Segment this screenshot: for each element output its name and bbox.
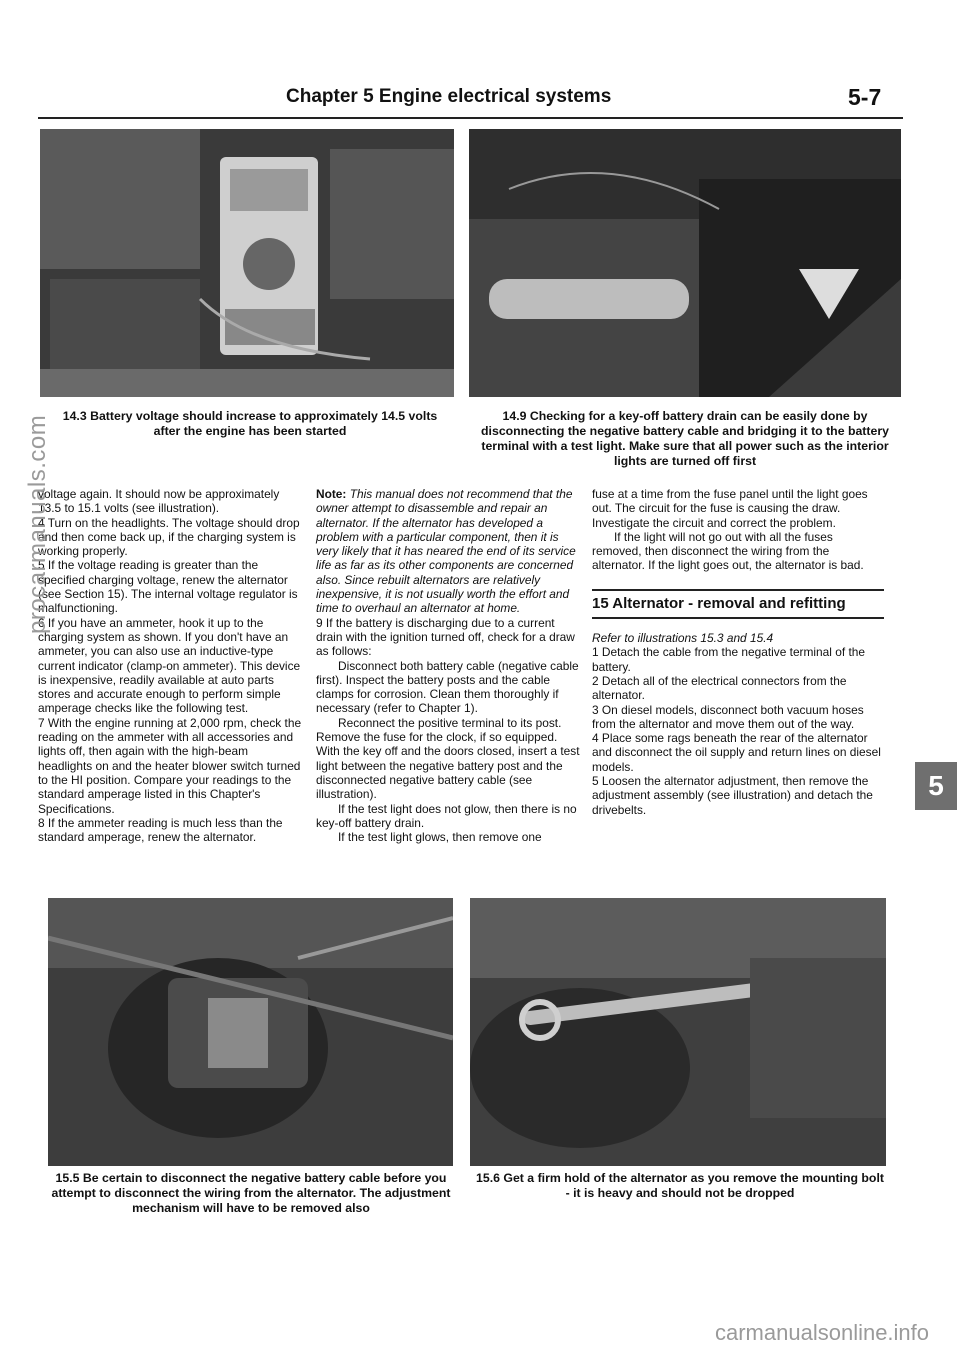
paragraph: 7 With the engine running at 2,000 rpm, check the reading on the ammeter with all accessories and lights off, then again with the high-beam headlights on and the heater blower switch turned to the HI position. Compare your readings to the standard amperage listed in this Chapter's Specifications.: [38, 715, 302, 816]
paragraph: 6 If you have an ammeter, hook it up to the charging system as shown. If you don't have an ammeter, you can also use an inductive-type current indicator (clamp-on ammeter). This device is inexpensive, readily available at auto parts stores and accurate enough to perform simple amperage checks like the following test.: [38, 615, 301, 716]
paragraph: Disconnect both battery cable (negative cable first). Inspect the battery posts and the cable clamps for corrosion. Clean them thoroughly if necessary (refer to Chapter 1).: [316, 658, 579, 716]
photo-alternator-bolt: [470, 898, 886, 1166]
photo-multimeter: [40, 129, 454, 397]
paragraph: 3 On diesel models, disconnect both vacuum hoses from the alternator and move them out of the way.: [592, 702, 864, 731]
caption-15-5: 15.5 Be certain to disconnect the negative battery cable before you attempt to disconnect the wiring from the alternator. The adjustment mechanism will have to be removed also: [51, 1171, 451, 1215]
caption-14-3: 14.3 Battery voltage should increase to approximately 14.5 volts after the engine has been started: [62, 409, 438, 438]
paragraph: 8 If the ammeter reading is much less than the standard amperage, renew the alternator.: [38, 815, 283, 845]
note-paragraph: [316, 487, 580, 616]
paragraph: 5 If the voltage reading is greater than the specified charging voltage, renew the alternator (see Section 15). The internal voltage regulator is malfunctioning.: [38, 558, 298, 616]
section-heading: 15 Alternator - removal and refitting: [592, 594, 846, 612]
note-label: Note:: [316, 487, 347, 501]
paragraph: fuse at a time from the fuse panel until the light goes out. The circuit for the fuse is causing the draw. Investigate the circuit and correct the problem.: [592, 487, 868, 530]
watermark-bottom: carmanualsonline.info: [715, 1320, 930, 1345]
photo-alternator-wiring-image: [48, 898, 453, 1166]
paragraph: Reconnect the positive terminal to its post. Remove the fuse for the clock, if so equipped. With the key off and the doors closed, insert a test light between the negative battery post and the disconnected negative battery cable (see illustration).: [316, 715, 580, 802]
text-column-2: [316, 487, 580, 844]
watermark-left: procarmanuals.com: [24, 414, 51, 634]
text-column-3: [592, 487, 884, 817]
chapter-tab: 5: [915, 762, 957, 810]
paragraph: If the test light glows, then remove one: [338, 830, 542, 845]
paragraph: voltage again. It should now be approximately 13.5 to 15.1 volts (see illustration).: [38, 487, 280, 516]
paragraph: 4 Place some rags beneath the rear of the alternator and disconnect the oil supply and return lines on diesel models.: [592, 731, 881, 774]
paragraph: 9 If the battery is discharging due to a current drain with the ignition turned off, check for a draw as follows:: [316, 615, 575, 659]
paragraph: 4 Turn on the headlights. The voltage should drop and then come back up, if the charging system is working properly.: [38, 515, 300, 559]
photo-test-light: [469, 129, 901, 397]
paragraph: If the light will not go out with all the fuses removed, then disconnect the wiring from the alternator. If the light goes out, the alternator is bad.: [592, 529, 864, 573]
refer-text: Refer to illustrations 15.3 and 15.4: [592, 631, 774, 646]
paragraph: 2 Detach all of the electrical connectors from the alternator.: [592, 673, 847, 703]
page-number: 5-7: [848, 84, 882, 110]
page-header-title: Chapter 5 Engine electrical systems: [286, 86, 612, 107]
note-text: This manual does not recommend that the owner attempt to disassemble and repair an alternator. If the alternator has developed a problem with a particular component, then it is very likely that it has neared the end of its service life as far as its other components are concerned also. Since rebuilt alternators are relatively inexpensive, it is not usually worth the effort and time to overhaul an alternator at home.: [316, 487, 576, 616]
section-rule-bottom: [592, 617, 884, 619]
caption-14-9: 14.9 Checking for a key-off battery drain can be easily done by disconnecting the negative battery cable and bridging it to the battery terminal with a test light. Make sure that all power such as the interior lights are turned off first: [481, 409, 889, 468]
paragraph: If the test light does not glow, then there is no key-off battery drain.: [316, 801, 577, 830]
section-rule-top: [592, 589, 884, 591]
header-rule: [38, 117, 903, 119]
paragraph: 1 Detach the cable from the negative terminal of the battery.: [592, 645, 865, 674]
paragraph: 5 Loosen the alternator adjustment, then remove the adjustment assembly (see illustration) and detach the drivebelts.: [592, 774, 873, 817]
caption-15-6: 15.6 Get a firm hold of the alternator as you remove the mounting bolt - it is heavy and should not be dropped: [476, 1171, 884, 1200]
text-column-1: [38, 487, 304, 844]
